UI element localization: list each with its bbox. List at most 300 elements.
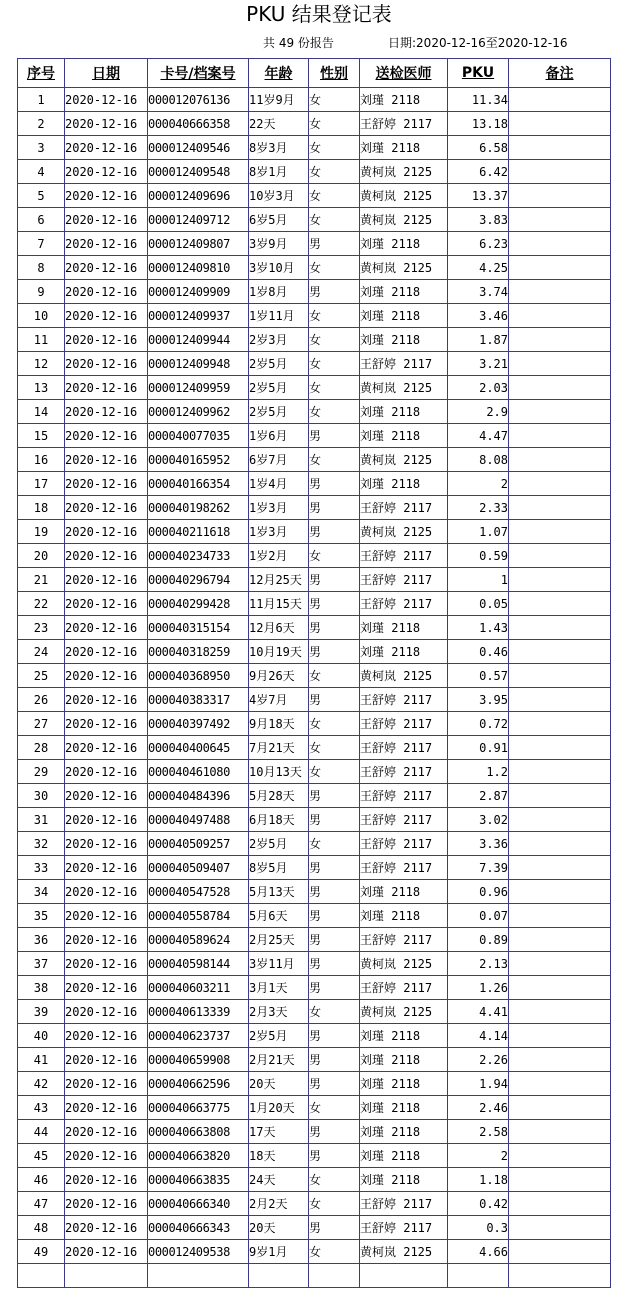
serial-cell: 18 — [18, 496, 65, 520]
table-row — [18, 904, 611, 928]
report-count: 共 49 份报告 — [263, 36, 334, 50]
serial-cell: 12 — [18, 352, 65, 376]
sex-cell — [309, 1264, 360, 1288]
pku-value-cell: 2 — [448, 472, 509, 496]
card-number-cell: 000040368950 — [148, 664, 249, 688]
table-row — [18, 1144, 611, 1168]
sex-cell: 男 — [309, 1048, 360, 1072]
age-cell: 9月26天 — [249, 664, 309, 688]
table-row — [18, 232, 611, 256]
age-cell: 8岁3月 — [249, 136, 309, 160]
table-row — [18, 472, 611, 496]
sex-cell: 男 — [309, 808, 360, 832]
date-cell: 2020-12-16 — [65, 784, 148, 808]
doctor-cell: 刘瑾 2118 — [360, 136, 448, 160]
serial-cell: 48 — [18, 1216, 65, 1240]
remarks-cell — [509, 88, 611, 112]
doctor-cell: 刘瑾 2118 — [360, 880, 448, 904]
doctor-cell: 王舒婷 2117 — [360, 856, 448, 880]
pku-value-cell: 3.36 — [448, 832, 509, 856]
table-row — [18, 448, 611, 472]
remarks-cell — [509, 112, 611, 136]
pku-value-cell: 3.02 — [448, 808, 509, 832]
table-body — [18, 88, 611, 1288]
table-row — [18, 544, 611, 568]
age-cell: 12月6天 — [249, 616, 309, 640]
doctor-cell: 王舒婷 2117 — [360, 760, 448, 784]
sex-cell: 男 — [309, 880, 360, 904]
remarks-cell — [509, 640, 611, 664]
sex-cell: 女 — [309, 1240, 360, 1264]
card-number-cell: 000040663775 — [148, 1096, 249, 1120]
doctor-cell: 黄柯岚 2125 — [360, 448, 448, 472]
sex-cell: 男 — [309, 232, 360, 256]
table-row — [18, 136, 611, 160]
pku-value-cell: 1.07 — [448, 520, 509, 544]
pku-value-cell: 1.18 — [448, 1168, 509, 1192]
card-number-cell: 000040603211 — [148, 976, 249, 1000]
age-cell: 1月20天 — [249, 1096, 309, 1120]
table-row — [18, 160, 611, 184]
pku-value-cell: 0.59 — [448, 544, 509, 568]
doctor-cell: 刘瑾 2118 — [360, 904, 448, 928]
serial-cell: 38 — [18, 976, 65, 1000]
age-cell: 2岁5月 — [249, 400, 309, 424]
age-cell: 10月13天 — [249, 760, 309, 784]
date-cell: 2020-12-16 — [65, 688, 148, 712]
serial-cell: 37 — [18, 952, 65, 976]
card-number-cell: 000012409959 — [148, 376, 249, 400]
serial-cell: 25 — [18, 664, 65, 688]
table-row — [18, 208, 611, 232]
serial-cell: 9 — [18, 280, 65, 304]
age-cell: 4岁7月 — [249, 688, 309, 712]
sex-cell: 男 — [309, 280, 360, 304]
doctor-cell: 刘瑾 2118 — [360, 1168, 448, 1192]
remarks-cell — [509, 496, 611, 520]
remarks-cell — [509, 736, 611, 760]
serial-cell: 44 — [18, 1120, 65, 1144]
date-cell: 2020-12-16 — [65, 976, 148, 1000]
age-cell: 2岁5月 — [249, 1024, 309, 1048]
date-cell: 2020-12-16 — [65, 376, 148, 400]
table-row — [18, 976, 611, 1000]
serial-cell: 11 — [18, 328, 65, 352]
date-cell: 2020-12-16 — [65, 904, 148, 928]
date-cell: 2020-12-16 — [65, 1144, 148, 1168]
age-cell: 1岁4月 — [249, 472, 309, 496]
pku-value-cell: 6.58 — [448, 136, 509, 160]
date-cell: 2020-12-16 — [65, 112, 148, 136]
sex-cell: 男 — [309, 1120, 360, 1144]
table-row — [18, 376, 611, 400]
sex-cell: 女 — [309, 832, 360, 856]
pku-value-cell: 4.25 — [448, 256, 509, 280]
card-number-cell: 000012409696 — [148, 184, 249, 208]
age-cell: 22天 — [249, 112, 309, 136]
card-number-cell: 000040666358 — [148, 112, 249, 136]
card-number-cell: 000040484396 — [148, 784, 249, 808]
table-row — [18, 736, 611, 760]
age-cell: 9岁1月 — [249, 1240, 309, 1264]
card-number-cell: 000040299428 — [148, 592, 249, 616]
remarks-cell — [509, 1096, 611, 1120]
pku-value-cell: 2.03 — [448, 376, 509, 400]
table-row — [18, 1000, 611, 1024]
date-cell: 2020-12-16 — [65, 952, 148, 976]
remarks-cell — [509, 904, 611, 928]
pku-value-cell: 0.3 — [448, 1216, 509, 1240]
pku-value-cell: 0.57 — [448, 664, 509, 688]
serial-cell: 23 — [18, 616, 65, 640]
remarks-cell — [509, 688, 611, 712]
date-cell: 2020-12-16 — [65, 640, 148, 664]
date-cell: 2020-12-16 — [65, 928, 148, 952]
header-date: 日期 — [65, 59, 148, 88]
card-number-cell: 000040315154 — [148, 616, 249, 640]
sex-cell: 男 — [309, 592, 360, 616]
age-cell: 1岁2月 — [249, 544, 309, 568]
age-cell: 2岁5月 — [249, 832, 309, 856]
doctor-cell: 王舒婷 2117 — [360, 568, 448, 592]
table-row — [18, 304, 611, 328]
date-cell: 2020-12-16 — [65, 208, 148, 232]
sex-cell: 女 — [309, 352, 360, 376]
pku-value-cell: 3.21 — [448, 352, 509, 376]
sex-cell: 女 — [309, 328, 360, 352]
sex-cell: 女 — [309, 712, 360, 736]
doctor-cell: 黄柯岚 2125 — [360, 952, 448, 976]
remarks-cell — [509, 952, 611, 976]
age-cell: 10月19天 — [249, 640, 309, 664]
card-number-cell — [148, 1264, 249, 1288]
serial-cell: 47 — [18, 1192, 65, 1216]
card-number-cell: 000040397492 — [148, 712, 249, 736]
remarks-cell — [509, 712, 611, 736]
table-row — [18, 1264, 611, 1288]
card-number-cell: 000040166354 — [148, 472, 249, 496]
remarks-cell — [509, 544, 611, 568]
table-header — [18, 59, 611, 88]
doctor-cell: 黄柯岚 2125 — [360, 256, 448, 280]
doctor-cell: 刘瑾 2118 — [360, 304, 448, 328]
table-row — [18, 760, 611, 784]
date-cell: 2020-12-16 — [65, 1024, 148, 1048]
remarks-cell — [509, 928, 611, 952]
doctor-cell: 王舒婷 2117 — [360, 1216, 448, 1240]
pku-value-cell: 3.74 — [448, 280, 509, 304]
age-cell: 2岁5月 — [249, 376, 309, 400]
sex-cell: 女 — [309, 184, 360, 208]
doctor-cell: 刘瑾 2118 — [360, 328, 448, 352]
remarks-cell — [509, 376, 611, 400]
remarks-cell — [509, 448, 611, 472]
date-cell: 2020-12-16 — [65, 352, 148, 376]
doctor-cell: 刘瑾 2118 — [360, 1072, 448, 1096]
remarks-cell — [509, 1168, 611, 1192]
table-row — [18, 664, 611, 688]
age-cell: 20天 — [249, 1216, 309, 1240]
date-cell: 2020-12-16 — [65, 880, 148, 904]
date-cell: 2020-12-16 — [65, 1120, 148, 1144]
pku-value-cell: 0.05 — [448, 592, 509, 616]
doctor-cell: 刘瑾 2118 — [360, 424, 448, 448]
serial-cell: 3 — [18, 136, 65, 160]
table-row — [18, 640, 611, 664]
card-number-cell: 000040623737 — [148, 1024, 249, 1048]
serial-cell: 22 — [18, 592, 65, 616]
sex-cell: 男 — [309, 688, 360, 712]
card-number-cell: 000012409807 — [148, 232, 249, 256]
date-cell — [65, 1264, 148, 1288]
serial-cell: 5 — [18, 184, 65, 208]
age-cell: 1岁3月 — [249, 496, 309, 520]
pku-value-cell: 3.46 — [448, 304, 509, 328]
serial-cell: 46 — [18, 1168, 65, 1192]
table-row — [18, 88, 611, 112]
table-row — [18, 592, 611, 616]
serial-cell: 45 — [18, 1144, 65, 1168]
date-cell: 2020-12-16 — [65, 400, 148, 424]
pku-value-cell: 3.95 — [448, 688, 509, 712]
remarks-cell — [509, 352, 611, 376]
card-number-cell: 000040234733 — [148, 544, 249, 568]
table-row — [18, 1024, 611, 1048]
serial-cell: 32 — [18, 832, 65, 856]
remarks-cell — [509, 256, 611, 280]
card-number-cell: 000040383317 — [148, 688, 249, 712]
pku-value-cell: 2.13 — [448, 952, 509, 976]
doctor-cell: 刘瑾 2118 — [360, 616, 448, 640]
remarks-cell — [509, 808, 611, 832]
remarks-cell — [509, 328, 611, 352]
table-row — [18, 400, 611, 424]
card-number-cell: 000040666340 — [148, 1192, 249, 1216]
sex-cell: 女 — [309, 136, 360, 160]
remarks-cell — [509, 208, 611, 232]
table-row — [18, 568, 611, 592]
card-number-cell: 000040558784 — [148, 904, 249, 928]
date-cell: 2020-12-16 — [65, 1048, 148, 1072]
sex-cell: 男 — [309, 1072, 360, 1096]
date-cell: 2020-12-16 — [65, 424, 148, 448]
date-cell: 2020-12-16 — [65, 1072, 148, 1096]
serial-cell: 2 — [18, 112, 65, 136]
table-row — [18, 928, 611, 952]
sex-cell: 男 — [309, 904, 360, 928]
doctor-cell: 刘瑾 2118 — [360, 88, 448, 112]
serial-cell: 35 — [18, 904, 65, 928]
doctor-cell: 王舒婷 2117 — [360, 712, 448, 736]
card-number-cell: 000040509257 — [148, 832, 249, 856]
date-cell: 2020-12-16 — [65, 712, 148, 736]
remarks-cell — [509, 1000, 611, 1024]
date-cell: 2020-12-16 — [65, 1192, 148, 1216]
serial-cell: 8 — [18, 256, 65, 280]
remarks-cell — [509, 1072, 611, 1096]
table-row — [18, 952, 611, 976]
serial-cell: 21 — [18, 568, 65, 592]
table-row — [18, 1168, 611, 1192]
age-cell: 12月25天 — [249, 568, 309, 592]
date-cell: 2020-12-16 — [65, 760, 148, 784]
sex-cell: 女 — [309, 304, 360, 328]
remarks-cell — [509, 472, 611, 496]
date-cell: 2020-12-16 — [65, 832, 148, 856]
age-cell: 1岁11月 — [249, 304, 309, 328]
table-row — [18, 520, 611, 544]
date-cell: 2020-12-16 — [65, 280, 148, 304]
date-cell: 2020-12-16 — [65, 592, 148, 616]
pku-value-cell: 0.07 — [448, 904, 509, 928]
age-cell: 2月2天 — [249, 1192, 309, 1216]
age-cell: 5月6天 — [249, 904, 309, 928]
date-cell: 2020-12-16 — [65, 520, 148, 544]
sex-cell: 男 — [309, 424, 360, 448]
header-age: 年龄 — [249, 59, 309, 88]
sex-cell: 男 — [309, 952, 360, 976]
doctor-cell: 刘瑾 2118 — [360, 232, 448, 256]
pku-value-cell: 0.91 — [448, 736, 509, 760]
serial-cell: 34 — [18, 880, 65, 904]
date-cell: 2020-12-16 — [65, 1216, 148, 1240]
date-cell: 2020-12-16 — [65, 616, 148, 640]
pku-value-cell: 2.87 — [448, 784, 509, 808]
card-number-cell: 000040400645 — [148, 736, 249, 760]
date-cell: 2020-12-16 — [65, 304, 148, 328]
doctor-cell: 黄柯岚 2125 — [360, 1000, 448, 1024]
remarks-cell — [509, 568, 611, 592]
date-cell: 2020-12-16 — [65, 808, 148, 832]
age-cell: 1岁8月 — [249, 280, 309, 304]
serial-cell: 4 — [18, 160, 65, 184]
table-row — [18, 688, 611, 712]
sex-cell: 男 — [309, 520, 360, 544]
card-number-cell: 000012409944 — [148, 328, 249, 352]
card-number-cell: 000012409538 — [148, 1240, 249, 1264]
remarks-cell — [509, 136, 611, 160]
doctor-cell — [360, 1264, 448, 1288]
age-cell: 1岁3月 — [249, 520, 309, 544]
pku-value-cell: 1.87 — [448, 328, 509, 352]
age-cell: 2月3天 — [249, 1000, 309, 1024]
card-number-cell: 000040165952 — [148, 448, 249, 472]
header-remarks: 备注 — [509, 59, 611, 88]
card-number-cell: 000040318259 — [148, 640, 249, 664]
doctor-cell: 刘瑾 2118 — [360, 280, 448, 304]
doctor-cell: 黄柯岚 2125 — [360, 160, 448, 184]
age-cell: 17天 — [249, 1120, 309, 1144]
pku-value-cell: 2.9 — [448, 400, 509, 424]
remarks-cell — [509, 1024, 611, 1048]
doctor-cell: 王舒婷 2117 — [360, 112, 448, 136]
sex-cell: 女 — [309, 256, 360, 280]
remarks-cell — [509, 280, 611, 304]
remarks-cell — [509, 1144, 611, 1168]
serial-cell: 14 — [18, 400, 65, 424]
pku-value-cell: 13.18 — [448, 112, 509, 136]
doctor-cell: 王舒婷 2117 — [360, 352, 448, 376]
sex-cell: 女 — [309, 760, 360, 784]
card-number-cell: 000040589624 — [148, 928, 249, 952]
sex-cell: 男 — [309, 928, 360, 952]
pku-value-cell: 0.96 — [448, 880, 509, 904]
serial-cell: 29 — [18, 760, 65, 784]
serial-cell: 6 — [18, 208, 65, 232]
doctor-cell: 刘瑾 2118 — [360, 640, 448, 664]
pku-value-cell: 6.42 — [448, 160, 509, 184]
remarks-cell — [509, 784, 611, 808]
date-cell: 2020-12-16 — [65, 664, 148, 688]
table-row — [18, 352, 611, 376]
pku-value-cell: 6.23 — [448, 232, 509, 256]
doctor-cell: 王舒婷 2117 — [360, 496, 448, 520]
table-row — [18, 856, 611, 880]
serial-cell: 41 — [18, 1048, 65, 1072]
pku-value-cell — [448, 1264, 509, 1288]
doctor-cell: 刘瑾 2118 — [360, 472, 448, 496]
serial-cell: 20 — [18, 544, 65, 568]
age-cell: 5月13天 — [249, 880, 309, 904]
card-number-cell: 000040663808 — [148, 1120, 249, 1144]
age-cell: 3岁9月 — [249, 232, 309, 256]
table-row — [18, 112, 611, 136]
date-cell: 2020-12-16 — [65, 232, 148, 256]
doctor-cell: 黄柯岚 2125 — [360, 520, 448, 544]
sex-cell: 女 — [309, 1000, 360, 1024]
table-row — [18, 616, 611, 640]
serial-cell: 19 — [18, 520, 65, 544]
card-number-cell: 000040598144 — [148, 952, 249, 976]
card-number-cell: 000012409909 — [148, 280, 249, 304]
age-cell: 7月21天 — [249, 736, 309, 760]
doctor-cell: 王舒婷 2117 — [360, 592, 448, 616]
serial-cell: 30 — [18, 784, 65, 808]
sex-cell: 男 — [309, 784, 360, 808]
table-row — [18, 496, 611, 520]
age-cell: 10岁3月 — [249, 184, 309, 208]
sex-cell: 女 — [309, 400, 360, 424]
card-number-cell: 000012409948 — [148, 352, 249, 376]
remarks-cell — [509, 1264, 611, 1288]
date-cell: 2020-12-16 — [65, 856, 148, 880]
table-row — [18, 1048, 611, 1072]
results-table — [17, 58, 611, 1288]
date-cell: 2020-12-16 — [65, 328, 148, 352]
sex-cell: 男 — [309, 1144, 360, 1168]
remarks-cell — [509, 856, 611, 880]
header-sex: 性别 — [309, 59, 360, 88]
remarks-cell — [509, 664, 611, 688]
remarks-cell — [509, 1048, 611, 1072]
serial-cell: 10 — [18, 304, 65, 328]
sex-cell: 女 — [309, 736, 360, 760]
card-number-cell: 000040211618 — [148, 520, 249, 544]
date-cell: 2020-12-16 — [65, 256, 148, 280]
doctor-cell: 刘瑾 2118 — [360, 1096, 448, 1120]
table-row — [18, 328, 611, 352]
card-number-cell: 000012409712 — [148, 208, 249, 232]
date-cell: 2020-12-16 — [65, 736, 148, 760]
age-cell: 24天 — [249, 1168, 309, 1192]
doctor-cell: 王舒婷 2117 — [360, 688, 448, 712]
sex-cell: 女 — [309, 376, 360, 400]
serial-cell: 17 — [18, 472, 65, 496]
pku-value-cell: 4.47 — [448, 424, 509, 448]
date-cell: 2020-12-16 — [65, 1096, 148, 1120]
remarks-cell — [509, 976, 611, 1000]
table-row — [18, 1240, 611, 1264]
